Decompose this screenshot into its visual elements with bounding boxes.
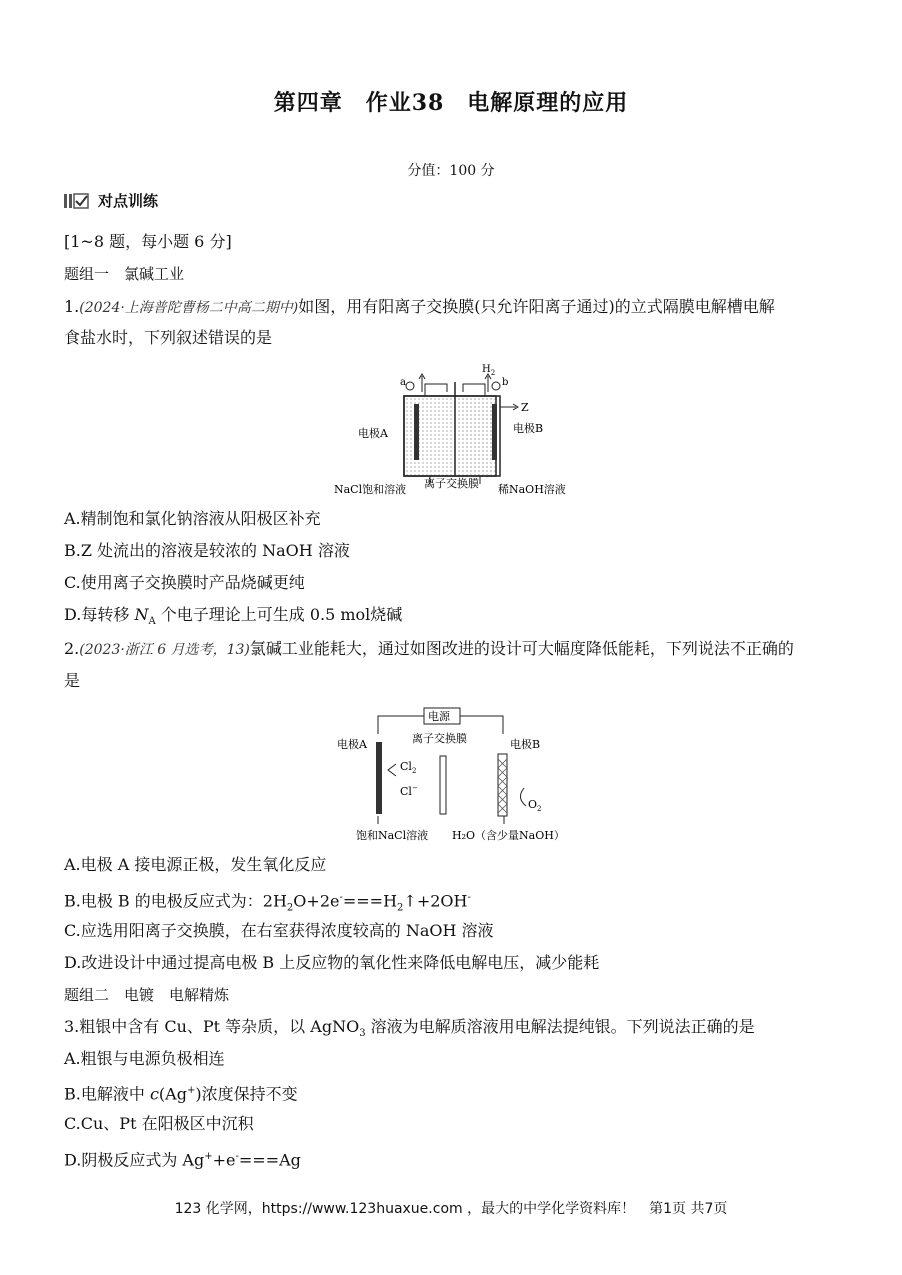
label-naoh-solution: 稀NaOH溶液 [498,483,566,496]
label-cl-ion: Cl− [400,784,418,798]
label-z: Z [521,401,529,414]
page-footer: 123 化学网，https://www.123huaxue.com ，最大的中学化学资料库！ 第1页 共7页 [174,1201,728,1217]
label-cl2: $Cl_2$ [400,760,417,775]
q3-option-c: C.Cu、Pt 在阳极区中沉积 [64,1114,254,1133]
q2-source: (2023·浙江 6 月选考，13) [79,642,250,658]
q1-source: (2024·上海普陀曹杨二中高二期中) [79,300,299,316]
q1-electrolyzer-figure [334,362,580,500]
electrode-a-bar [376,742,382,814]
label-membrane: 离子交换膜 [424,477,479,490]
q2-option-c: C.应选用阳离子交换膜，在右室获得浓度较高的 NaOH 溶液 [64,921,494,940]
label-nacl-solution: NaCl饱和溶液 [334,483,407,496]
label-q2-electrode-a: 电极A [337,738,367,751]
label-a: a [400,377,406,388]
q1-number: 1. [64,297,80,316]
q2-stem-line-1 [64,639,794,660]
q3-option-d: D.阴极反应式为 Ag++e-===Ag [64,1150,301,1170]
label-q2-nacl: 饱和NaCl溶液 [356,829,429,842]
score-label: 分值：100 分 [407,163,495,179]
label-power: 电源 [428,710,450,723]
label-electrode-b: 电极B [513,422,544,435]
electrode-a [414,404,419,460]
q2-stem-1: 氯碱工业能耗大，通过如图改进的设计可大幅度降低能耗，下列说法不正确的 [249,639,794,658]
q3-stem: 3.粗银中含有 Cu、Pt 等杂质，以 AgNO$_3$ 溶液为电解质溶液用电解法提纯银。下列说法正确的是 [64,1017,755,1040]
page-title: 第四章 作业38 电解原理的应用 [273,90,629,116]
section-label: 对点训练 [98,192,159,210]
label-o2: $O_2$ [528,798,542,813]
label-q2-electrode-b: 电极B [510,738,541,751]
label-h2: $H_2$ [482,364,496,377]
q2-stem-line-2: 是 [64,671,81,690]
q1-stem-1: 如图，用有阳离子交换膜(只允许阳离子通过)的立式隔膜电解槽电解 [298,297,775,316]
q1-option-b: B.Z 处流出的溶液是较浓的 NaOH 溶液 [64,541,350,560]
label-q2-membrane: 离子交换膜 [412,732,467,745]
q2-option-d: D.改进设计中通过提高电极 B 上反应物的氧化性来降低电解电压，减少能耗 [64,953,600,972]
group-2-heading: 题组二 电镀 电解精炼 [64,986,230,1004]
q2-number: 2. [64,639,80,658]
q1-stem-line-2: 食盐水时，下列叙述错误的是 [64,328,273,347]
q2-option-b: B.电极 B 的电极反应式为：$2H_2O+2e^-===H_2↑+2OH^-$ [64,891,471,914]
label-q2-water: H₂O（含少量NaOH） [452,829,565,842]
q2-improved-cell-figure [330,704,580,848]
checklist-icon [64,193,90,209]
q3-option-b: B.电解液中 c(Ag+)浓度保持不变 [64,1084,298,1104]
intro-text: [1~8 题，每小题 6 分] [64,232,232,251]
membrane-bar [440,756,446,814]
q2-option-a: A.电极 A 接电源正极，发生氧化反应 [64,855,327,874]
electrode-b [492,404,497,460]
q1-option-d: D.每转移 $N_A$ 个电子理论上可生成 0.5 mol烧碱 [64,605,403,628]
q1-option-c: C.使用离子交换膜时产品烧碱更纯 [64,573,305,592]
label-electrode-a: 电极A [358,427,388,440]
label-b: b [502,377,509,388]
q1-stem-line-1 [64,297,775,318]
q3-option-a: A.粗银与电源负极相连 [64,1049,225,1068]
group-1-heading: 题组一 氯碱工业 [64,265,185,283]
section-heading [64,190,158,211]
q1-option-a: A.精制饱和氯化钠溶液从阳极区补充 [64,509,321,528]
